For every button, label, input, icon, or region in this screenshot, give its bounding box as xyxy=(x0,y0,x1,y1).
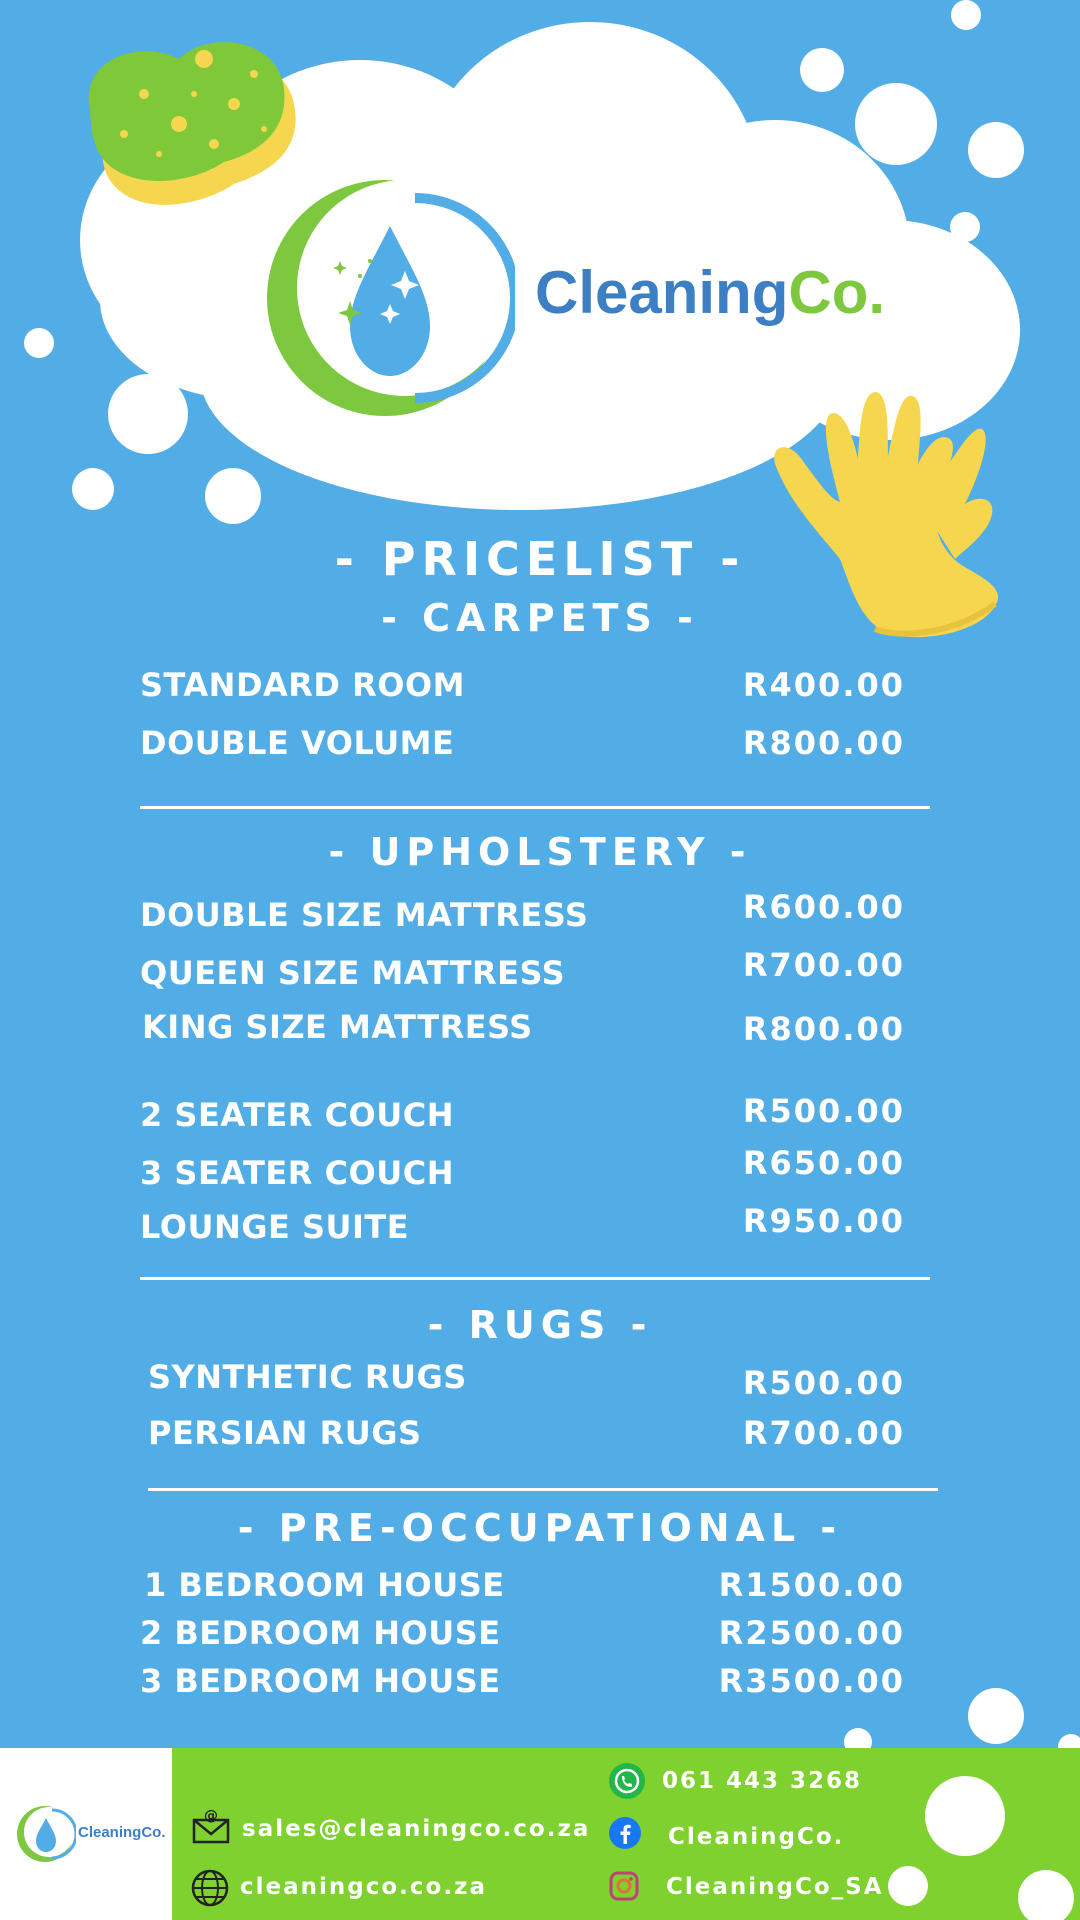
facebook-handle[interactable]: CleaningCo. xyxy=(668,1824,845,1850)
list-item-label: KING SIZE MATTRESS xyxy=(142,1008,533,1046)
section-divider xyxy=(140,806,930,809)
instagram-handle[interactable]: CleaningCo_SA xyxy=(666,1874,884,1900)
brand-logo-text xyxy=(535,258,885,327)
list-item-price: R500.00 xyxy=(742,1364,905,1402)
svg-text:@: @ xyxy=(204,1808,218,1824)
list-item-label: STANDARD ROOM xyxy=(140,666,465,704)
list-item-price: R2500.00 xyxy=(718,1614,905,1652)
list-item-price: R700.00 xyxy=(742,946,905,984)
footer-logo-text: CleaningCo. xyxy=(78,1824,166,1841)
footer-bubble xyxy=(1018,1870,1074,1920)
list-item-price: R3500.00 xyxy=(718,1662,905,1700)
email-link[interactable]: sales@cleaningco.co.za xyxy=(242,1816,591,1842)
list-item-price: R800.00 xyxy=(742,724,905,762)
footer-logo-droplet-icon xyxy=(16,1804,76,1864)
list-item-label: 2 BEDROOM HOUSE xyxy=(140,1614,501,1652)
list-item-label: 1 BEDROOM HOUSE xyxy=(144,1566,505,1604)
list-item-label: SYNTHETIC RUGS xyxy=(148,1358,467,1396)
section-title-pre-occupational: - PRE-OCCUPATIONAL - xyxy=(237,1506,843,1550)
whatsapp-icon xyxy=(608,1762,646,1800)
footer-logo-panel xyxy=(0,1748,172,1920)
list-item-label: DOUBLE SIZE MATTRESS xyxy=(140,896,589,934)
footer-bubble xyxy=(925,1776,1005,1856)
list-item-price: R950.00 xyxy=(742,1202,905,1240)
email-icon xyxy=(192,1808,230,1844)
globe-icon xyxy=(190,1868,230,1908)
list-item-price: R800.00 xyxy=(742,1010,905,1048)
section-title-carpets: - CARPETS - xyxy=(381,596,699,640)
section-title-upholstery: - UPHOLSTERY - xyxy=(328,830,752,874)
facebook-icon xyxy=(608,1816,642,1850)
list-item-label: 2 SEATER COUCH xyxy=(140,1096,454,1134)
list-item-label: 3 BEDROOM HOUSE xyxy=(140,1662,501,1700)
list-item-label: PERSIAN RUGS xyxy=(148,1414,422,1452)
list-item-price: R500.00 xyxy=(742,1092,905,1130)
section-divider xyxy=(140,1277,930,1280)
section-title-rugs: - RUGS - xyxy=(427,1303,653,1347)
website-link[interactable]: cleaningco.co.za xyxy=(240,1874,487,1900)
list-item-price: R700.00 xyxy=(742,1414,905,1452)
list-item-price: R600.00 xyxy=(742,888,905,926)
list-item-price: R650.00 xyxy=(742,1144,905,1182)
list-item-label: LOUNGE SUITE xyxy=(140,1208,410,1246)
pricelist-heading: - PRICELIST - xyxy=(334,532,746,586)
list-item-price: R1500.00 xyxy=(718,1566,905,1604)
instagram-icon xyxy=(608,1870,640,1902)
list-item-label: DOUBLE VOLUME xyxy=(140,724,455,762)
footer-bubble xyxy=(888,1866,928,1906)
brand-name-part1: Cleaning xyxy=(535,259,789,326)
brand-name-part2: Co. xyxy=(788,259,886,326)
logo-droplet-icon xyxy=(265,176,515,426)
phone-number[interactable]: 061 443 3268 xyxy=(662,1768,863,1794)
list-item-price: R400.00 xyxy=(742,666,905,704)
section-divider xyxy=(148,1488,938,1491)
list-item-label: 3 SEATER COUCH xyxy=(140,1154,454,1192)
list-item-label: QUEEN SIZE MATTRESS xyxy=(140,954,566,992)
